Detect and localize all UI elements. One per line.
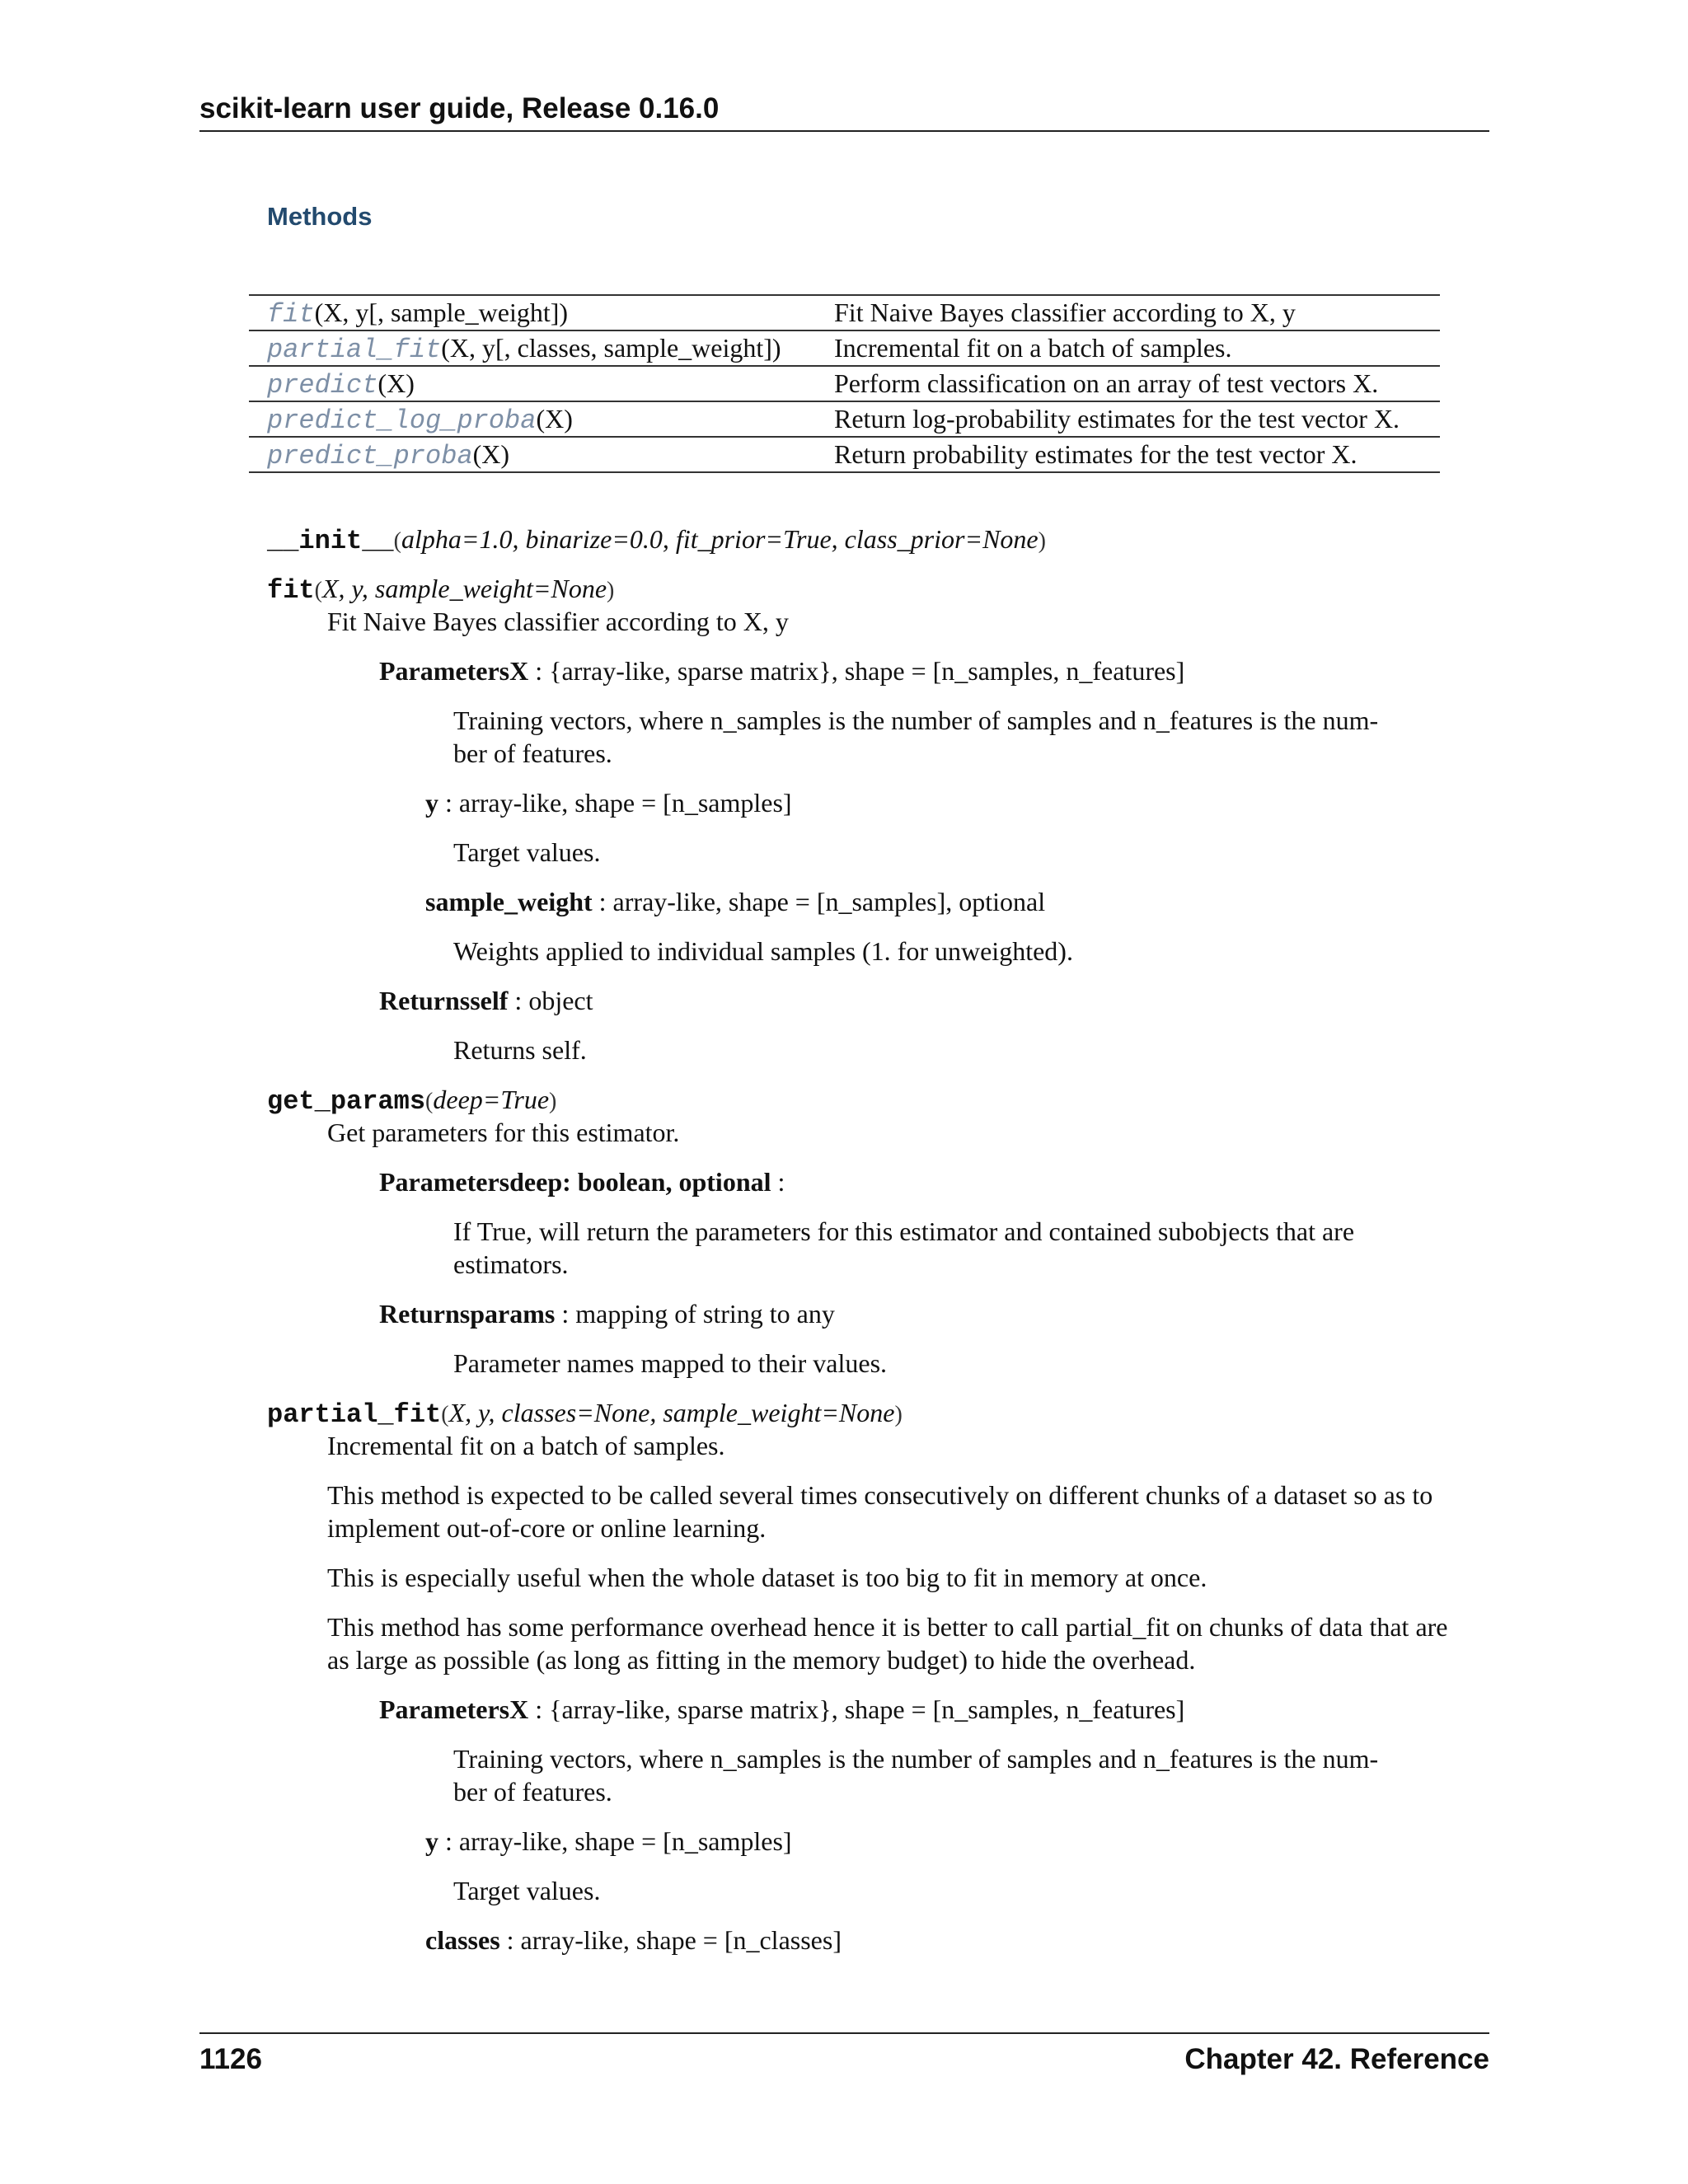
fit-param-x: ParametersX : {array-like, sparse matrix}, shape = [n_samples, n_features] [379,656,1185,686]
init-signature [267,524,1046,556]
method-link-fit[interactable]: fit [267,299,315,330]
init-args: alpha=1.0, binarize=0.0, fit_prior=True, class_prior=None [401,524,1039,554]
partial-fit-para1-line1: This method is expected to be called several times consecutively on different chunks of a dataset so as to [327,1480,1433,1510]
method-args: (X) [377,368,415,398]
get-params-returns: Returnsparams : mapping of string to any [379,1299,835,1329]
method-description: Perform classification on an array of test vectors X. [834,368,1379,398]
fit-args: X, y, sample_weight=None [321,574,607,603]
close-paren: ) [1038,528,1046,554]
fit-summary: Fit Naive Bayes classifier according to X, y [327,607,789,636]
method-link-predict-log-proba[interactable]: predict_log_proba [267,405,537,436]
chapter-title: Chapter 42. Reference [1184,2043,1489,2075]
table-row [249,331,1440,367]
partial-fit-param-x-desc-2: ber of features. [453,1777,612,1807]
init-name: __init__ [267,526,394,556]
open-paren: ( [393,528,401,554]
partial-fit-param-y: y : array-like, shape = [n_samples] [425,1826,792,1856]
header-rule [199,130,1489,132]
method-link-predict-proba[interactable]: predict_proba [267,441,473,471]
method-description: Return probability estimates for the test vector X. [834,439,1357,469]
partial-fit-summary: Incremental fit on a batch of samples. [327,1431,725,1460]
fit-param-sample-weight-desc: Weights applied to individual samples (1. for unweighted). [453,936,1073,966]
partial-fit-param-classes: classes : array-like, shape = [n_classes] [425,1925,842,1955]
page-number: 1126 [199,2043,262,2075]
fit-signature: fit(X, y, sample_weight=None) [267,574,615,606]
partial-fit-args: X, y, classes=None, sample_weight=None [448,1398,895,1427]
method-args: (X) [472,439,510,469]
fit-name: fit [267,575,315,606]
method-args: (X, y[, classes, sample_weight]) [441,333,781,363]
fit-returns: Returnsself : object [379,986,593,1015]
get-params-args: deep=True [433,1085,550,1114]
partial-fit-param-x-desc-1: Training vectors, where n_samples is the number of samples and n_features is the num- [453,1744,1379,1774]
partial-fit-para2: This is especially useful when the whole dataset is too big to fit in memory at once. [327,1563,1207,1592]
partial-fit-para3-line2: as large as possible (as long as fitting in the memory budget) to hide the overhead. [327,1645,1196,1675]
method-args: (X) [536,404,573,434]
fit-returns-desc: Returns self. [453,1035,587,1065]
table-row [249,438,1440,473]
partial-fit-param-y-desc: Target values. [453,1876,601,1905]
method-description: Return log-probability estimates for the test vector X. [834,404,1400,434]
get-params-name: get_params [267,1086,426,1117]
fit-param-y: y : array-like, shape = [n_samples] [425,788,792,818]
table-row [249,296,1440,331]
partial-fit-param-x: ParametersX : {array-like, sparse matrix}, shape = [n_samples, n_features] [379,1694,1185,1724]
section-heading-methods: Methods [267,202,373,231]
partial-fit-para3-line1: This method has some performance overhead hence it is better to call partial_fit on chunks of data that are [327,1612,1448,1642]
partial-fit-signature: partial_fit(X, y, classes=None, sample_weight=None) [267,1398,903,1430]
footer-rule [199,2032,1489,2034]
fit-param-sample-weight: sample_weight : array-like, shape = [n_samples], optional [425,887,1046,916]
method-link-predict[interactable]: predict [267,370,378,401]
get-params-returns-desc: Parameter names mapped to their values. [453,1348,888,1378]
get-params-param-deep-desc-2: estimators. [453,1249,569,1279]
partial-fit-name: partial_fit [267,1399,442,1430]
method-args: (X, y[, sample_weight]) [314,298,569,327]
fit-param-x-desc-1: Training vectors, where n_samples is the number of samples and n_features is the num- [453,705,1379,735]
get-params-param-deep-desc-1: If True, will return the parameters for this estimator and contained subobjects that are [453,1216,1355,1246]
fit-param-x-desc-2: ber of features. [453,738,612,768]
method-link-partial-fit[interactable]: partial_fit [267,335,442,365]
fit-param-y-desc: Target values. [453,837,601,867]
table-row [249,367,1440,402]
method-description: Fit Naive Bayes classifier according to X, y [834,298,1296,327]
method-description: Incremental fit on a batch of samples. [834,333,1232,363]
get-params-signature: get_params(deep=True) [267,1085,557,1117]
methods-summary-table [249,294,1440,473]
table-row [249,402,1440,438]
get-params-summary: Get parameters for this estimator. [327,1118,680,1147]
partial-fit-para1-line2: implement out-of-core or online learning. [327,1513,767,1543]
get-params-param-deep: Parametersdeep: boolean, optional : [379,1167,785,1197]
running-header-title: scikit-learn user guide, Release 0.16.0 [199,92,720,124]
